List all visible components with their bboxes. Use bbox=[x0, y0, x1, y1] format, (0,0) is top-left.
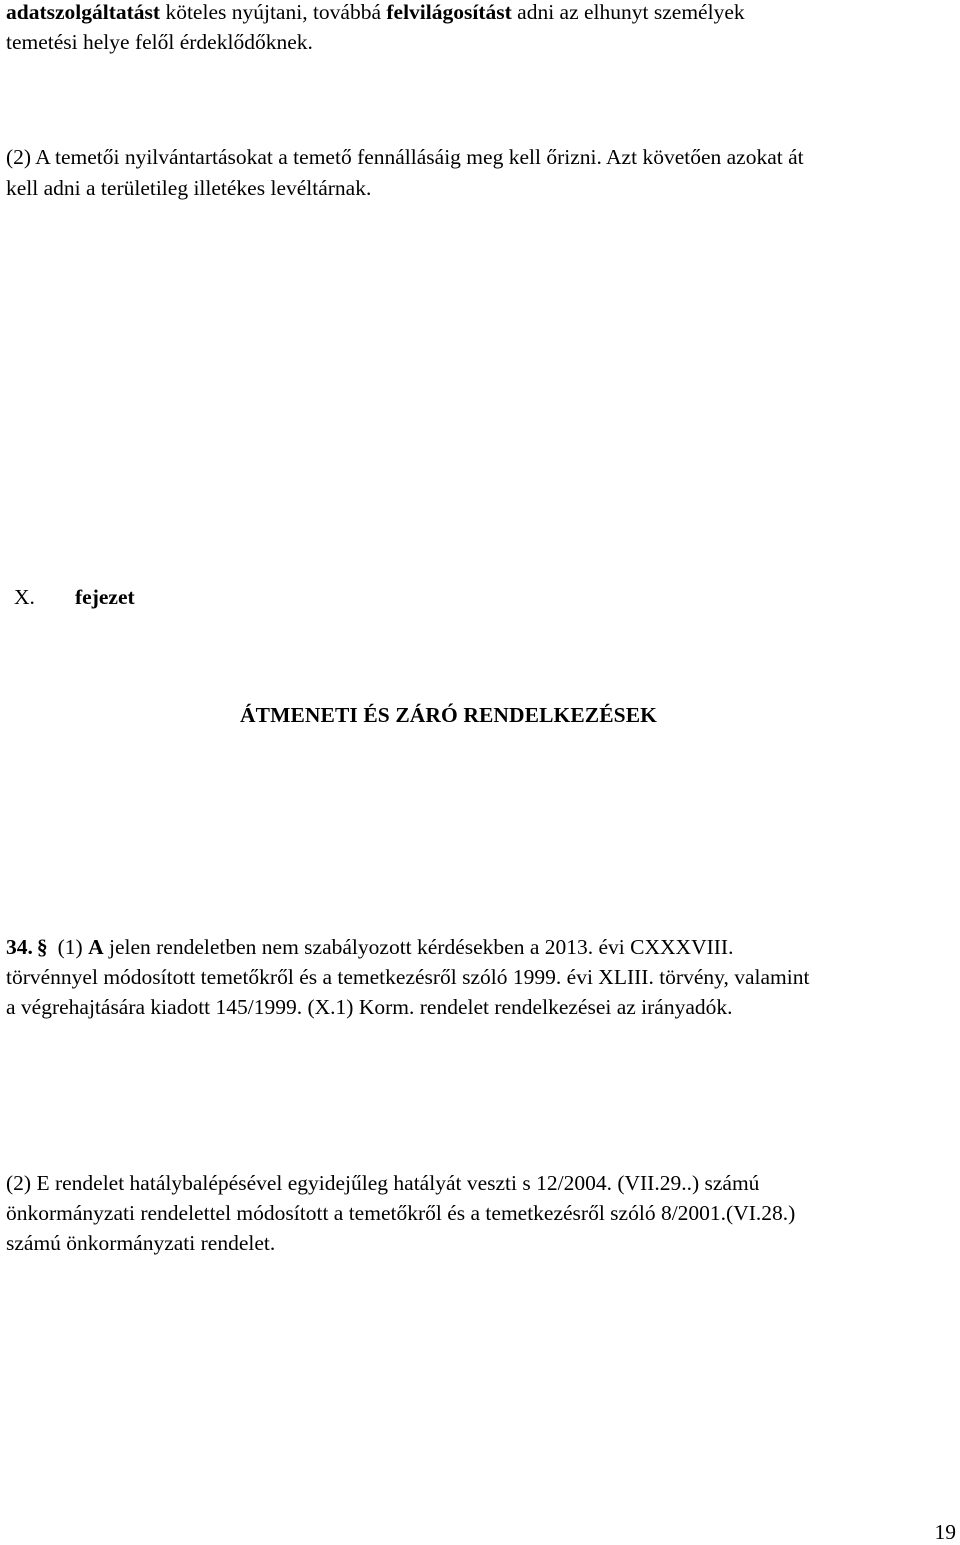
section-34-line-3: a végrehajtására kiadott 145/1999. (X.1) Korm. rendelet rendelkezései az irányadók. bbox=[6, 995, 733, 1019]
text-run: köteles nyújtani, továbbá bbox=[160, 0, 387, 24]
paragraph-2-repeal-line-1: (2) E rendelet hatálybalépésével egyidejűleg hatályát veszti s 12/2004. (VII.29..) számú bbox=[6, 1171, 760, 1195]
chapter-number: X. bbox=[14, 585, 35, 609]
paragraph-2-line-1: (2) A temetői nyilvántartásokat a temető fennállásáig meg kell őrizni. Azt követően azokat át bbox=[6, 145, 804, 169]
paragraph-2-repeal-line-3: számú önkormányzati rendelet. bbox=[6, 1231, 276, 1255]
section-34-line-2: törvénnyel módosított temetőkről és a temetkezésről szóló 1999. évi XLIII. törvény, valamint bbox=[6, 965, 810, 989]
section-34-line-1 bbox=[6, 937, 733, 959]
section-sign: § bbox=[36, 935, 48, 959]
chapter-title: ÁTMENETI ÉS ZÁRÓ RENDELKEZÉSEK bbox=[240, 703, 657, 727]
top-paragraph-line-1 bbox=[6, 2, 745, 24]
top-paragraph-line-2: temetési helye felől érdeklődőknek. bbox=[6, 30, 313, 54]
bold-term-adatszolgaltatast: adatszolgáltatást bbox=[6, 0, 161, 24]
text-run: jelen rendeletben nem szabályozott kérdésekben a 2013. évi CXXXVIII. bbox=[103, 935, 734, 959]
text-run: adni az elhunyt személyek bbox=[511, 0, 745, 24]
bold-article: A bbox=[88, 935, 104, 959]
chapter-label: fejezet bbox=[75, 585, 135, 609]
bold-term-felvilagositast: felvilágosítást bbox=[386, 0, 512, 24]
text-run: (1) bbox=[57, 935, 89, 959]
page-number: 19 bbox=[934, 1520, 956, 1544]
paragraph-2-line-2: kell adni a területileg illetékes levéltárnak. bbox=[6, 176, 372, 200]
section-number: 34. bbox=[6, 935, 33, 959]
paragraph-2-repeal-line-2: önkormányzati rendelettel módosított a temetőkről és a temetkezésről szóló 8/2001.(VI.28.) bbox=[6, 1201, 796, 1225]
